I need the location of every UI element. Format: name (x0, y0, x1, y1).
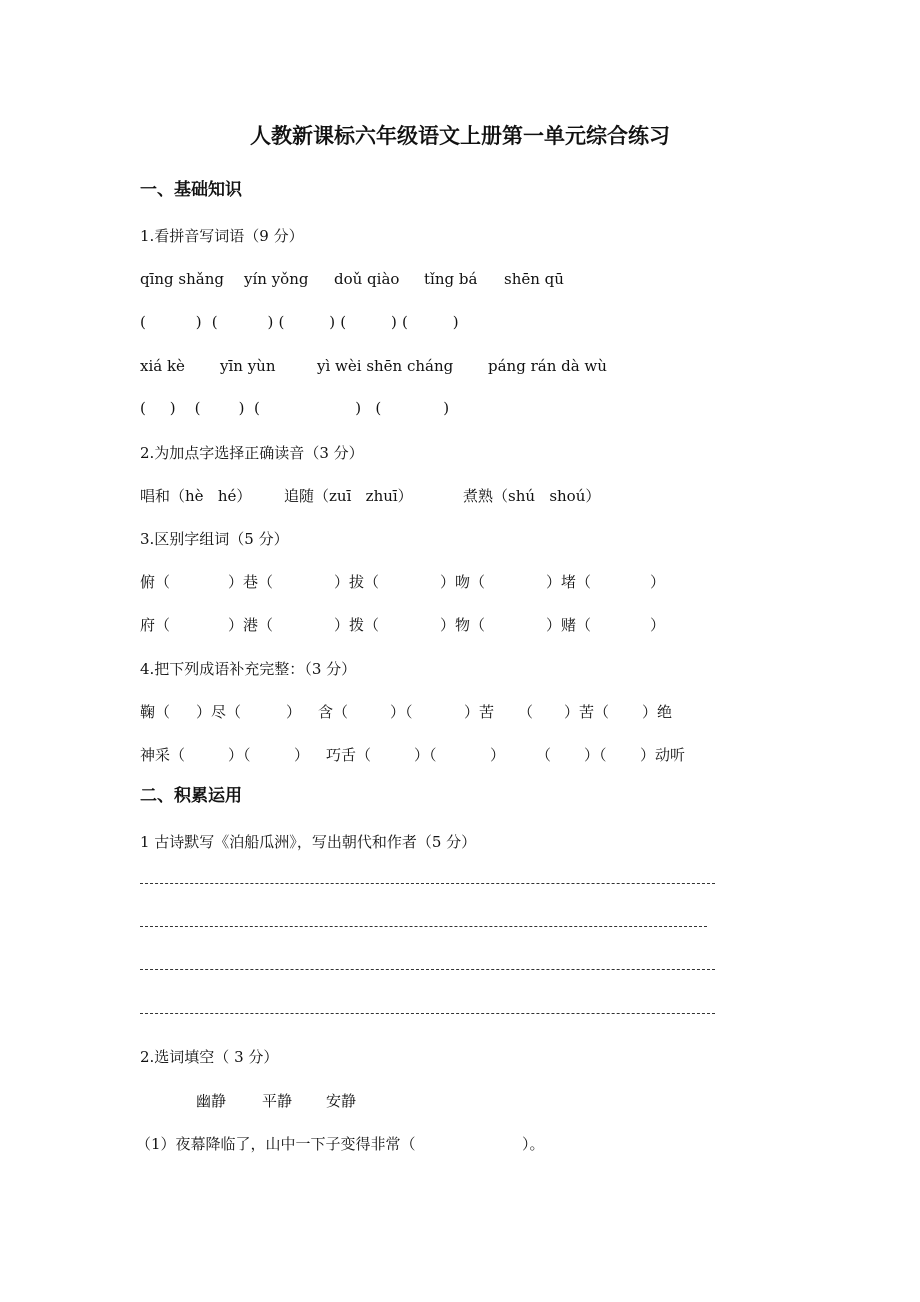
word-group-item: ）港（ (228, 616, 274, 634)
pinyin-item: páng rán dà wù (488, 357, 607, 375)
answer-blanks-row-1[interactable]: ( ) ( ) ( ) ( ) ( ) (140, 313, 459, 331)
idiom-fragment: ）（ (390, 703, 413, 721)
word-option: 安静 (326, 1092, 357, 1110)
word-group-item: ）拔（ (334, 573, 380, 591)
pinyin-item: shēn qū (504, 270, 564, 288)
word-group-item: ）堵（ (546, 573, 592, 591)
document-title: 人教新课标六年级语文上册第一单元综合练习 (250, 124, 670, 148)
word-group-item: 府（ (140, 616, 171, 634)
idiom-fragment: ）（ (228, 746, 251, 764)
idiom-fragment: ） (286, 703, 302, 721)
word-group-item: ）物（ (440, 616, 486, 634)
question-2-label: 2.为加点字选择正确读音（3 分） (140, 444, 364, 462)
answer-line[interactable] (140, 883, 715, 884)
pinyin-item: yīn yùn (220, 357, 276, 375)
word-group-item: ）巷（ (228, 573, 274, 591)
idiom-fragment: （ (518, 703, 534, 721)
word-group-item: ）吻（ (440, 573, 486, 591)
answer-line[interactable] (140, 969, 715, 970)
idiom-fragment: ）尽（ (196, 703, 242, 721)
pinyin-item: qīng shǎng (140, 270, 224, 288)
idiom-fragment: ）（ (414, 746, 437, 764)
answer-line[interactable] (140, 926, 707, 927)
question-4-label: 4.把下列成语补充完整：（3 分） (140, 660, 357, 678)
pinyin-item: doǔ qiào (334, 270, 400, 288)
word-option: 幽静 (196, 1092, 227, 1110)
idiom-fragment: ）苦（ (564, 703, 610, 721)
reading-choice-item: 唱和（hè hé） (140, 487, 252, 505)
idiom-fragment: （ (536, 746, 552, 764)
question-6-label: 2.选词填空（ 3 分） (140, 1048, 279, 1066)
question-5-label: 1 古诗默写《泊船瓜洲》，写出朝代和作者（5 分） (140, 833, 477, 851)
idiom-fragment: ）（ (584, 746, 607, 764)
reading-choice-item: 煮熟（shú shoú） (463, 487, 601, 505)
section-heading-accumulation: 二、积累运用 (140, 786, 242, 806)
idiom-fragment: 含（ (318, 703, 349, 721)
idiom-fragment: ）绝 (642, 703, 673, 721)
answer-blanks-row-2[interactable]: ( ) ( ) ( ) ( ) (140, 399, 450, 417)
pinyin-item: xiá kè (140, 357, 185, 375)
question-3-label: 3.区别字组词（5 分） (140, 530, 289, 548)
idiom-fragment: 神采（ (140, 746, 186, 764)
word-group-item: 俯（ (140, 573, 171, 591)
idiom-fragment: 巧舌（ (326, 746, 372, 764)
pinyin-item: yì wèi shēn cháng (317, 357, 454, 375)
idiom-fragment: ） (490, 746, 506, 764)
word-group-item: ） (650, 573, 666, 591)
idiom-fragment: ）苦 (464, 703, 495, 721)
word-group-item: ）赌（ (546, 616, 592, 634)
word-group-item: ）拨（ (334, 616, 380, 634)
idiom-fragment: 鞠（ (140, 703, 171, 721)
fill-sentence-1-start: （1）夜幕降临了，山中一下子变得非常（ (136, 1135, 416, 1153)
idiom-fragment: ） (294, 746, 310, 764)
section-heading-basic-knowledge: 一、基础知识 (140, 180, 242, 200)
reading-choice-item: 追随（zuī zhuī） (284, 487, 413, 505)
fill-sentence-1-end: ）。 (522, 1135, 545, 1153)
answer-line[interactable] (140, 1013, 715, 1014)
pinyin-item: yín yǒng (244, 270, 309, 288)
pinyin-item: tǐng bá (424, 270, 478, 288)
idiom-fragment: ）动听 (640, 746, 686, 764)
question-1-label: 1.看拼音写词语（9 分） (140, 227, 304, 245)
word-option: 平静 (262, 1092, 293, 1110)
word-group-item: ） (650, 616, 666, 634)
